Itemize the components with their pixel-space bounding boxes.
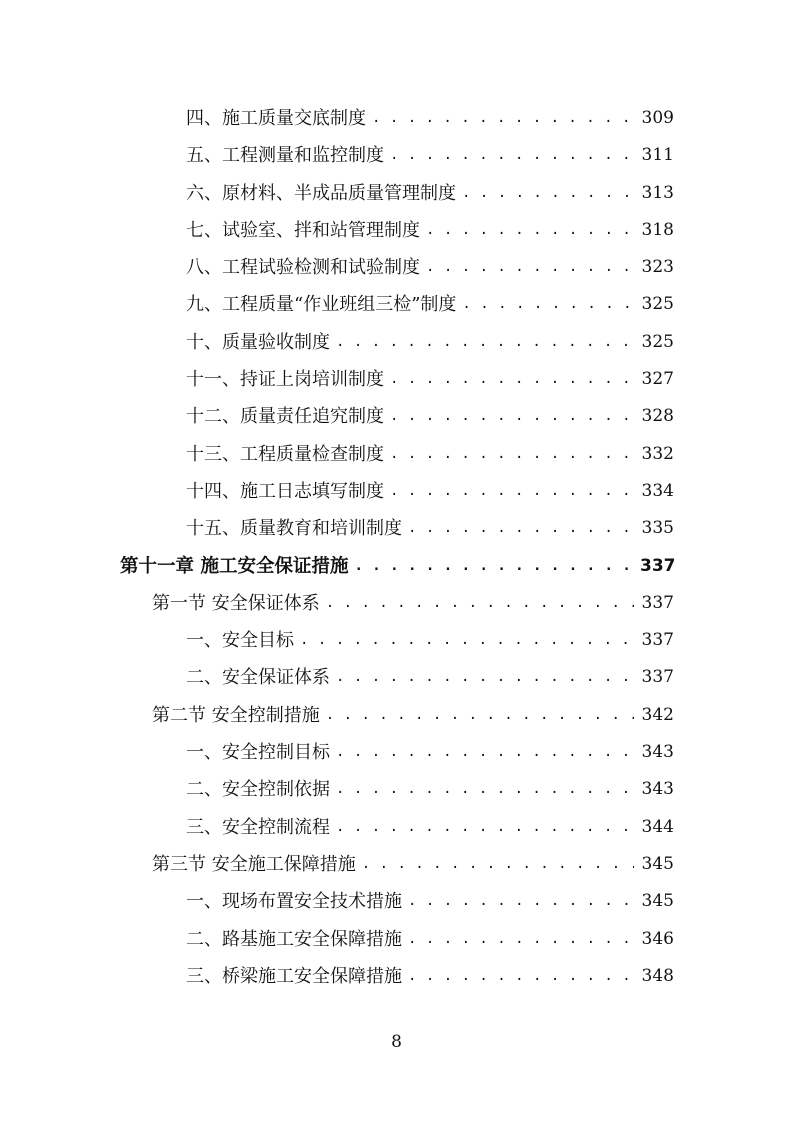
- toc-entry-page: 346: [641, 928, 674, 949]
- toc-entry[interactable]: [0, 398, 793, 435]
- toc-entry-label: 十五、质量教育和培训制度: [186, 518, 402, 540]
- dot-leader: [354, 548, 634, 585]
- toc-section-label: 第二节 安全控制措施: [152, 704, 320, 726]
- toc-entry[interactable]: [0, 361, 793, 398]
- toc-entry-page: 325: [641, 294, 674, 315]
- dot-leader: [336, 659, 634, 696]
- toc-section-label: 第一节 安全保证体系: [152, 592, 320, 614]
- toc-entry-page: 337: [641, 630, 674, 651]
- toc-entry[interactable]: [0, 510, 793, 547]
- dot-leader: [300, 622, 634, 659]
- toc-entry[interactable]: [0, 137, 793, 174]
- toc-entry-page: 348: [641, 965, 674, 986]
- toc-entry-label: 十、质量验收制度: [186, 331, 330, 353]
- dot-leader: [336, 324, 634, 361]
- page-number: 8: [391, 1032, 402, 1052]
- toc-entry[interactable]: [0, 659, 793, 696]
- dot-leader: [408, 958, 634, 995]
- dot-leader: [426, 212, 634, 249]
- toc-entry[interactable]: [0, 734, 793, 771]
- toc-entry-label: 十一、持证上岗培训制度: [186, 369, 384, 391]
- toc-entry-label: 一、安全目标: [186, 630, 294, 652]
- table-of-contents: [0, 100, 793, 995]
- toc-entry[interactable]: [0, 921, 793, 958]
- toc-entry[interactable]: [0, 809, 793, 846]
- toc-entry-label: 一、安全控制目标: [186, 742, 330, 764]
- dot-leader: [336, 809, 634, 846]
- toc-entry-page: 328: [641, 406, 674, 427]
- toc-section-label: 第三节 安全施工保障措施: [152, 853, 356, 875]
- dot-leader: [462, 286, 634, 323]
- toc-entry-page: 345: [641, 891, 674, 912]
- dot-leader: [426, 249, 634, 286]
- toc-chapter-page: 337: [640, 555, 676, 576]
- toc-entry[interactable]: [0, 175, 793, 212]
- dot-leader: [408, 921, 634, 958]
- toc-entry[interactable]: [0, 100, 793, 137]
- toc-entry[interactable]: [0, 436, 793, 473]
- toc-entry-label: 五、工程测量和监控制度: [186, 145, 384, 167]
- dot-leader: [390, 398, 634, 435]
- toc-entry[interactable]: [0, 212, 793, 249]
- toc-entry-label: 三、桥梁施工安全保障措施: [186, 965, 402, 987]
- dot-leader: [372, 100, 634, 137]
- dot-leader: [390, 137, 634, 174]
- toc-entry-label: 七、试验室、拌和站管理制度: [186, 219, 420, 241]
- toc-entry-page: 332: [641, 443, 674, 464]
- dot-leader: [336, 734, 634, 771]
- toc-entry-label: 二、路基施工安全保障措施: [186, 928, 402, 950]
- toc-entry-label: 四、施工质量交底制度: [186, 108, 366, 129]
- toc-entry[interactable]: [0, 473, 793, 510]
- toc-entry-page: 337: [641, 667, 674, 688]
- toc-section-page: 345: [641, 853, 674, 874]
- dot-leader: [326, 585, 634, 622]
- toc-entry-page: 309: [641, 108, 674, 128]
- toc-entry[interactable]: [0, 324, 793, 361]
- toc-entry-label: 二、安全保证体系: [186, 667, 330, 689]
- toc-entry-page: 334: [641, 480, 674, 501]
- dot-leader: [390, 361, 634, 398]
- toc-entry[interactable]: [0, 249, 793, 286]
- toc-section-entry[interactable]: [0, 846, 793, 883]
- toc-entry-page: 343: [641, 779, 674, 800]
- toc-entry[interactable]: [0, 286, 793, 323]
- toc-chapter-entry[interactable]: [0, 548, 793, 585]
- toc-section-page: 337: [641, 592, 674, 613]
- toc-entry[interactable]: [0, 622, 793, 659]
- dot-leader: [390, 473, 634, 510]
- dot-leader: [408, 883, 634, 920]
- toc-section-page: 342: [641, 704, 674, 725]
- toc-entry-page: 344: [641, 816, 674, 837]
- toc-entry-page: 335: [641, 518, 674, 539]
- toc-entry-page: 343: [641, 742, 674, 763]
- toc-entry-label: 十二、质量责任追究制度: [186, 406, 384, 428]
- dot-leader: [326, 697, 634, 734]
- dot-leader: [390, 436, 634, 473]
- toc-entry-page: 313: [641, 182, 674, 203]
- toc-entry-page: 311: [641, 145, 674, 166]
- toc-chapter-label: 第十一章 施工安全保证措施: [120, 555, 349, 577]
- toc-entry-label: 二、安全控制依据: [186, 779, 330, 801]
- toc-section-entry[interactable]: [0, 585, 793, 622]
- toc-entry[interactable]: [0, 958, 793, 995]
- toc-entry-label: 三、安全控制流程: [186, 816, 330, 838]
- dot-leader: [336, 771, 634, 808]
- toc-entry-page: 325: [641, 331, 674, 352]
- toc-entry-label: 八、工程试验检测和试验制度: [186, 257, 420, 279]
- dot-leader: [408, 510, 634, 547]
- dot-leader: [462, 175, 634, 212]
- toc-entry-label: 六、原材料、半成品质量管理制度: [186, 182, 456, 204]
- toc-entry-label: 十三、工程质量检查制度: [186, 443, 384, 465]
- toc-entry-page: 323: [641, 257, 674, 278]
- toc-section-entry[interactable]: [0, 697, 793, 734]
- toc-entry-label: 十四、施工日志填写制度: [186, 480, 384, 502]
- toc-entry-page: 327: [641, 369, 674, 390]
- dot-leader: [362, 846, 634, 883]
- toc-entry-label: 一、现场布置安全技术措施: [186, 891, 402, 913]
- toc-entry[interactable]: [0, 883, 793, 920]
- toc-entry-page: 318: [641, 219, 674, 240]
- toc-entry[interactable]: [0, 771, 793, 808]
- toc-entry-label: 九、工程质量“作业班组三检”制度: [186, 294, 457, 316]
